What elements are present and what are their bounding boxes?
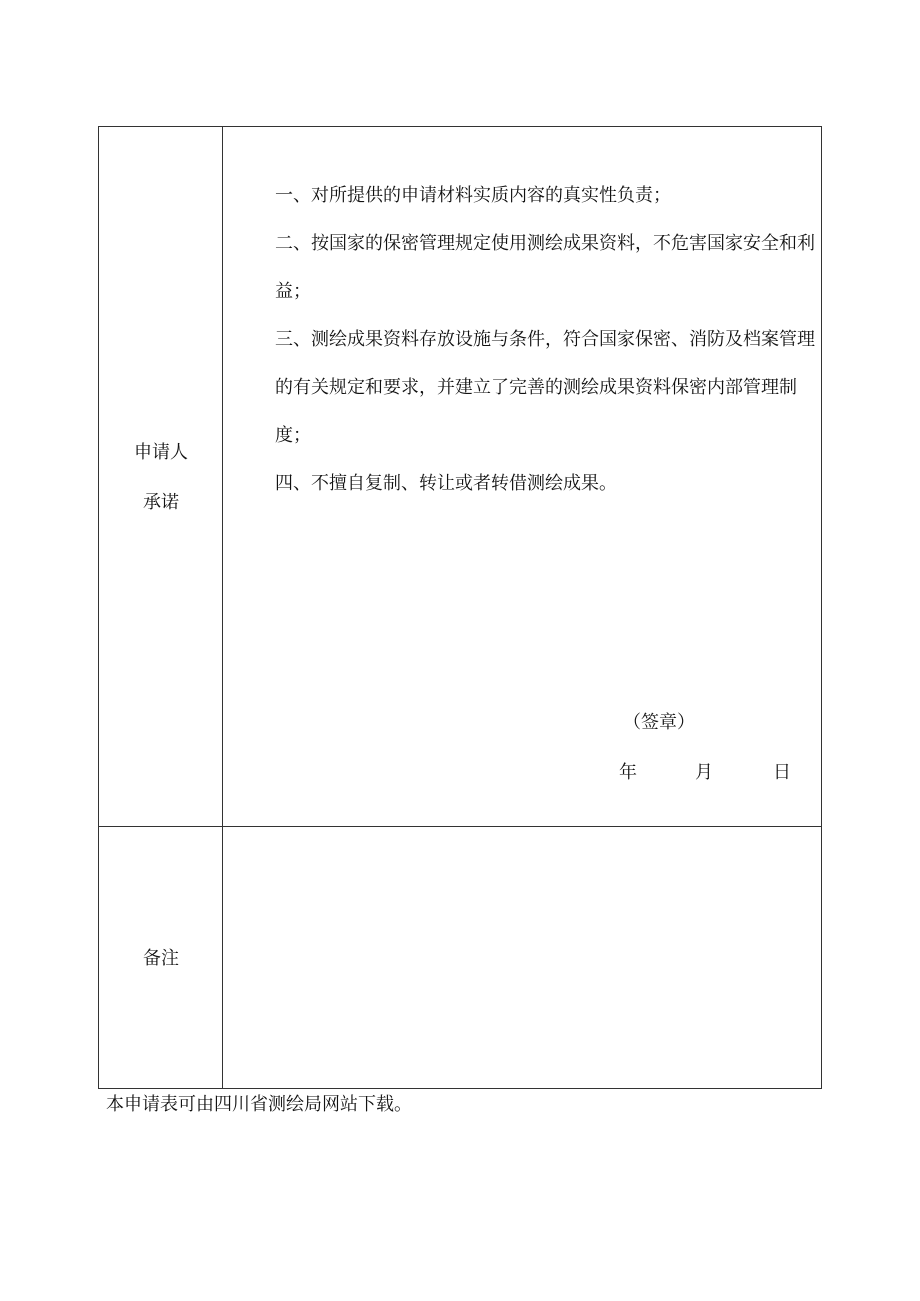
download-footnote: 本申请表可由四川省测绘局网站下载。: [106, 1094, 412, 1115]
commitment-item-2: 二、按国家的保密管理规定使用测绘成果资料，不危害国家安全和利益；: [275, 233, 815, 302]
date-day-label: 日: [773, 762, 791, 783]
commitment-item-1: 一、对所提供的申请材料实质内容的真实性负责；: [275, 185, 671, 206]
commitment-list: [275, 172, 821, 508]
commitment-label-line1: 申请人: [134, 442, 188, 463]
date-month-label: 月: [695, 762, 713, 783]
application-form-table: [98, 126, 822, 1089]
remarks-field[interactable]: [223, 827, 821, 1088]
commitment-row: [99, 127, 821, 827]
commitment-item-3: 三、测绘成果资料存放设施与条件，符合国家保密、消防及档案管理的有关规定和要求，并建立了完善的测绘成果资料保密内部管理制度；: [275, 329, 815, 446]
commitment-label-line2: 承诺: [143, 492, 179, 513]
commitment-content-cell: [223, 127, 821, 826]
remarks-label: 备注: [143, 948, 179, 969]
commitment-label-cell: [99, 127, 223, 826]
commitment-item-4: 四、不擅自复制、转让或者转借测绘成果。: [275, 473, 617, 494]
remarks-label-cell: [99, 827, 223, 1088]
remarks-row: [99, 827, 821, 1088]
signature-label: （签章）: [623, 712, 695, 733]
date-year-label: 年: [619, 762, 637, 783]
